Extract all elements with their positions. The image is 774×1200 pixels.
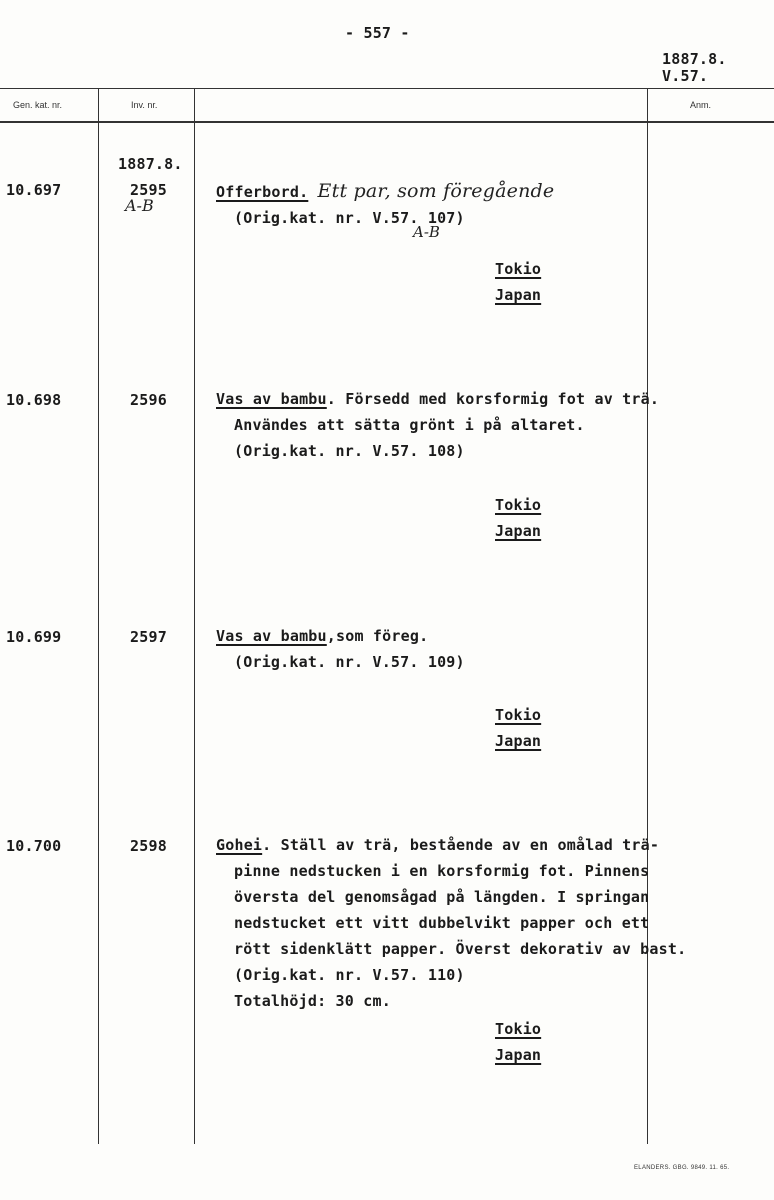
header-top-rule bbox=[0, 88, 774, 89]
entry-title-rest: . Ställ av trä, bestående av en omålad trä- bbox=[262, 836, 660, 854]
column-divider-gen bbox=[98, 88, 99, 1144]
gen-kat-number: 10.699 bbox=[6, 628, 62, 646]
entry-title: Vas av bambu bbox=[216, 390, 327, 408]
entry-location bbox=[495, 1016, 541, 1068]
entry-location bbox=[495, 702, 541, 754]
location-country: Japan bbox=[495, 1046, 542, 1064]
entry-title-rest: . Försedd med korsformig fot av trä. bbox=[326, 390, 660, 408]
printer-mark: ELANDERS. GBG. 9849. 11. 65. bbox=[634, 1165, 730, 1171]
gen-kat-number: 10.700 bbox=[6, 837, 62, 855]
entry-description bbox=[216, 178, 554, 231]
description-line: Användes att sätta grönt i på altaret. bbox=[234, 416, 585, 434]
catalog-volume-ref: V.57. bbox=[662, 67, 709, 85]
title-handwritten-note: Ett par, som föregående bbox=[317, 180, 555, 202]
inv-number: 2596 bbox=[130, 391, 167, 409]
description-line: (Orig.kat. nr. V.57. 109) bbox=[234, 653, 465, 671]
gen-kat-number: 10.697 bbox=[6, 181, 62, 199]
entry-location bbox=[495, 492, 541, 544]
location-city: Tokio bbox=[495, 1020, 542, 1038]
description-line: (Orig.kat. nr. V.57. 108) bbox=[234, 442, 465, 460]
line-handwritten-note: A-B bbox=[413, 223, 440, 241]
entry-description bbox=[216, 386, 659, 464]
entry-description bbox=[216, 832, 686, 1014]
header-bottom-rule bbox=[0, 121, 774, 123]
entry-location bbox=[495, 256, 541, 308]
entry-title: Gohei bbox=[216, 836, 263, 854]
description-line: översta del genomsågad på längden. I springan bbox=[234, 888, 650, 906]
gen-kat-number: 10.698 bbox=[6, 391, 62, 409]
inv-number: 2595 bbox=[130, 181, 167, 199]
description-line: pinne nedstucken i en korsformig fot. Pinnens bbox=[234, 862, 650, 880]
location-city: Tokio bbox=[495, 260, 542, 278]
location-city: Tokio bbox=[495, 706, 542, 724]
inv-number: 2597 bbox=[130, 628, 167, 646]
location-country: Japan bbox=[495, 732, 542, 750]
inv-year: 1887.8. bbox=[118, 155, 183, 173]
description-line: Totalhöjd: 30 cm. bbox=[234, 992, 391, 1010]
description-line: nedstucket ett vitt dubbelvikt papper och ett bbox=[234, 914, 650, 932]
location-city: Tokio bbox=[495, 496, 542, 514]
location-country: Japan bbox=[495, 522, 542, 540]
description-line: rött sidenklätt papper. Överst dekorativ av bast. bbox=[234, 940, 687, 958]
inv-number: 2598 bbox=[130, 837, 167, 855]
description-line: (Orig.kat. nr. V.57. 110) bbox=[234, 966, 465, 984]
column-divider-inv bbox=[194, 88, 195, 1144]
column-header-inv: Inv. nr. bbox=[131, 100, 158, 110]
entry-title: Vas av bambu bbox=[216, 627, 327, 645]
catalog-year-ref: 1887.8. bbox=[662, 50, 727, 68]
page-number: - 557 - bbox=[345, 24, 410, 42]
column-header-anm: Anm. bbox=[690, 100, 712, 110]
entry-title: Offerbord. bbox=[216, 183, 309, 201]
column-header-gen-kat: Gen. kat. nr. bbox=[13, 100, 63, 110]
entry-title-rest: ,som föreg. bbox=[326, 627, 429, 645]
inv-handwritten-note: A-B bbox=[125, 196, 154, 215]
location-country: Japan bbox=[495, 286, 542, 304]
description-line: (Orig.kat. nr. V.57. 107) bbox=[234, 209, 465, 227]
entry-description bbox=[216, 623, 465, 675]
